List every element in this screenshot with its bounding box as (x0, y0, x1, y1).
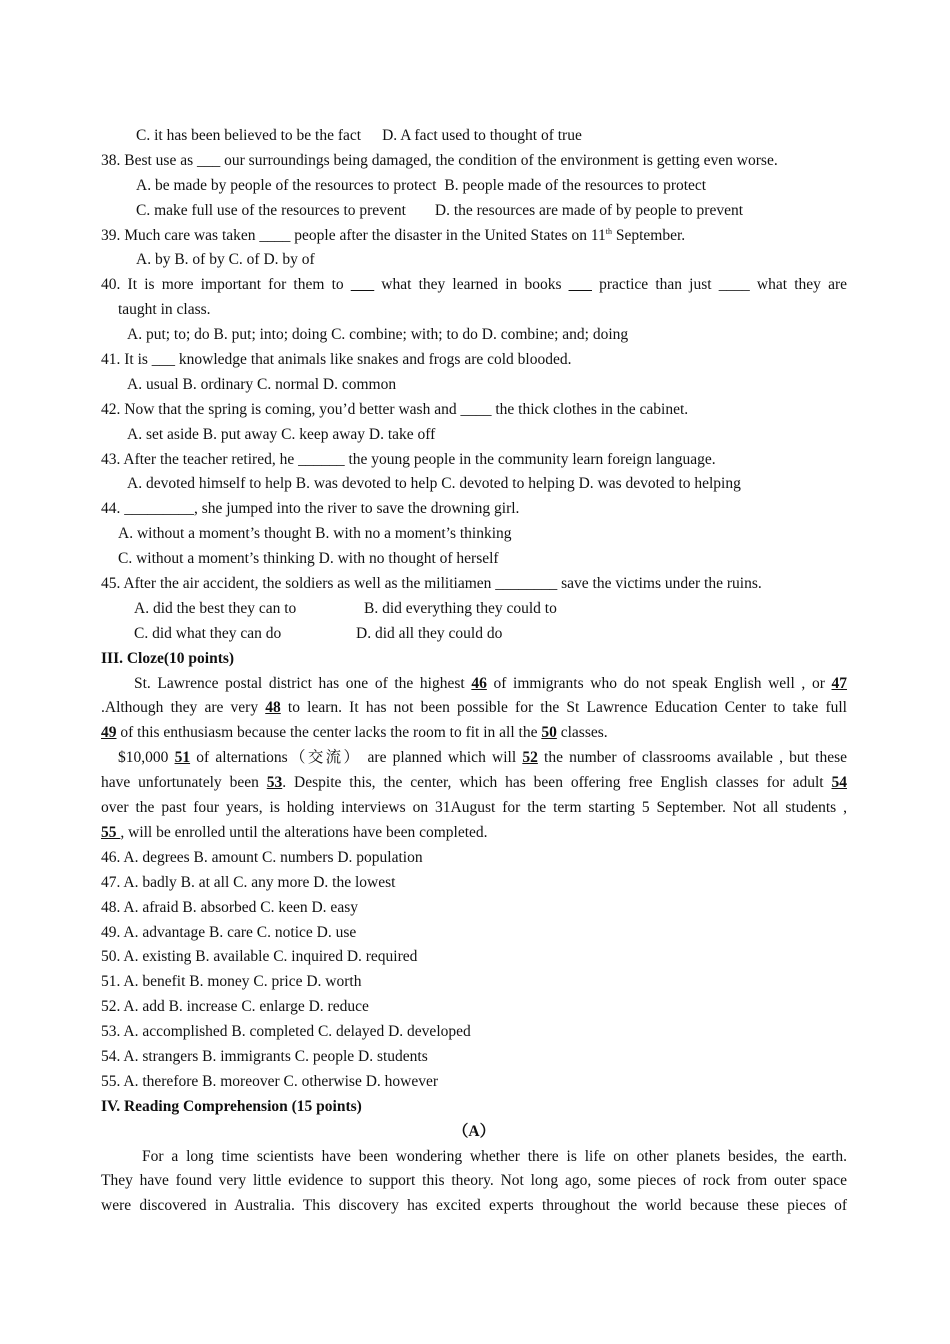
blank-48: 48 (265, 699, 281, 717)
q39-stem: 39. Much care was taken ____ people after the disaster in the United States on 11th September. (101, 226, 686, 244)
cloze-p1-line2: .Although they are very 48 to learn. It has not been possible for the St Lawrence Education Center to take full (101, 699, 847, 717)
section-4-title: IV. Reading Comprehension (15 points) (101, 1097, 362, 1115)
q45-options-ab: A. did the best they can to B. did everything they could to (134, 599, 557, 617)
section-3-title: III. Cloze(10 points) (101, 649, 235, 667)
passage-a-line2: They have found very little evidence to support this theory. Not long ago, some pieces of rock from outer space (101, 1172, 847, 1190)
cloze-option-46: 46. A. degrees B. amount C. numbers D. population (101, 848, 423, 866)
q42-options: A. set aside B. put away C. keep away D. take off (127, 425, 436, 443)
exam-page (101, 124, 847, 1219)
blank-51: 51 (174, 749, 191, 767)
blank-47: 47 (831, 674, 847, 692)
q44-stem: 44. _________, she jumped into the river to save the drowning girl. (101, 500, 520, 518)
q40-stem: 40. It is more important for them to ___ what they learned in books ___ practice than just ____ what they are (101, 276, 848, 294)
q45-options-cd: C. did what they can do D. did all they could do (134, 624, 503, 642)
q38-stem: 38. Best use as ___ our surroundings being damaged, the condition of the environment is getting even worse. (101, 151, 778, 169)
blank-53: 53 (266, 774, 283, 792)
passage-a-heading: （A） (452, 1122, 496, 1140)
cloze-p1-line3: 49 of this enthusiasm because the center lacks the room to fit in all the 50 classes. (101, 724, 608, 742)
cloze-p2-line3: over the past four years, is holding interviews on 31August for the term starting 5 September. Not all students , (101, 799, 847, 817)
cloze-p2-line2: have unfortunately been 53. Despite this, the center, which has been offering free English classes for adult 54 (101, 774, 847, 792)
cloze-p1-line1: St. Lawrence postal district has one of the highest 46 of immigrants who do not speak English well , or 47 (134, 674, 847, 692)
passage-a-line1: For a long time scientists have been wondering whether there is life on other planets besides, the earth. (142, 1147, 847, 1165)
q45-stem: 45. After the air accident, the soldiers as well as the militiamen ________ save the victims under the ruins. (101, 575, 762, 593)
q39-options: A. by B. of by C. of D. by of (136, 251, 315, 269)
cloze-option-53: 53. A. accomplished B. completed C. delayed D. developed (101, 1023, 471, 1041)
cloze-option-55: 55. A. therefore B. moreover C. otherwise D. however (101, 1072, 439, 1090)
q40-options: A. put; to; do B. put; into; doing C. combine; with; to do D. combine; and; doing (127, 326, 629, 344)
q41-stem: 41. It is ___ knowledge that animals like snakes and frogs are cold blooded. (101, 351, 572, 369)
q38-options-ab: A. be made by people of the resources to protect B. people made of the resources to protect (136, 176, 707, 194)
q43-stem: 43. After the teacher retired, he ______ the young people in the community learn foreign language. (101, 450, 716, 468)
blank-54: 54 (831, 774, 847, 792)
cloze-option-48: 48. A. afraid B. absorbed C. keen D. easy (101, 898, 358, 916)
passage-a-line3: were discovered in Australia. This discovery has excited experts throughout the world because these pieces of (101, 1197, 847, 1215)
q44-options-cd: C. without a moment’s thinking D. with no thought of herself (118, 550, 499, 568)
cloze-p2-line1: $10,000 51 of alternations（交流） are planned which will 52 the number of classrooms available , but these (118, 749, 848, 767)
q40-stem-cont: taught in class. (118, 301, 211, 319)
blank-46: 46 (471, 674, 487, 692)
blank-50: 50 (541, 724, 557, 742)
cloze-option-52: 52. A. add B. increase C. enlarge D. reduce (101, 998, 369, 1016)
cloze-p2-line4: 55 , will be enrolled until the alterations have been completed. (101, 823, 488, 841)
q44-options-ab: A. without a moment’s thought B. with no a moment’s thinking (118, 525, 512, 543)
q37-options-cd: C. it has been believed to be the fact D. A fact used to thought of true (136, 127, 582, 144)
q41-options: A. usual B. ordinary C. normal D. common (127, 375, 397, 393)
blank-49: 49 (101, 724, 117, 742)
cloze-option-49: 49. A. advantage B. care C. notice D. use (101, 923, 357, 941)
q43-options: A. devoted himself to help B. was devoted to help C. devoted to helping D. was devoted to helping (127, 475, 741, 493)
blank-52: 52 (522, 749, 538, 767)
q38-options-cd: C. make full use of the resources to prevent D. the resources are made of by people to prevent (136, 201, 744, 219)
cloze-option-47: 47. A. badly B. at all C. any more D. the lowest (101, 873, 396, 891)
cloze-option-51: 51. A. benefit B. money C. price D. worth (101, 973, 362, 991)
blank-55: 55 (101, 823, 121, 841)
cloze-option-54: 54. A. strangers B. immigrants C. people D. students (101, 1047, 428, 1065)
cloze-option-50: 50. A. existing B. available C. inquired D. required (101, 948, 418, 966)
q42-stem: 42. Now that the spring is coming, you’d better wash and ____ the thick clothes in the cabinet. (101, 400, 689, 418)
